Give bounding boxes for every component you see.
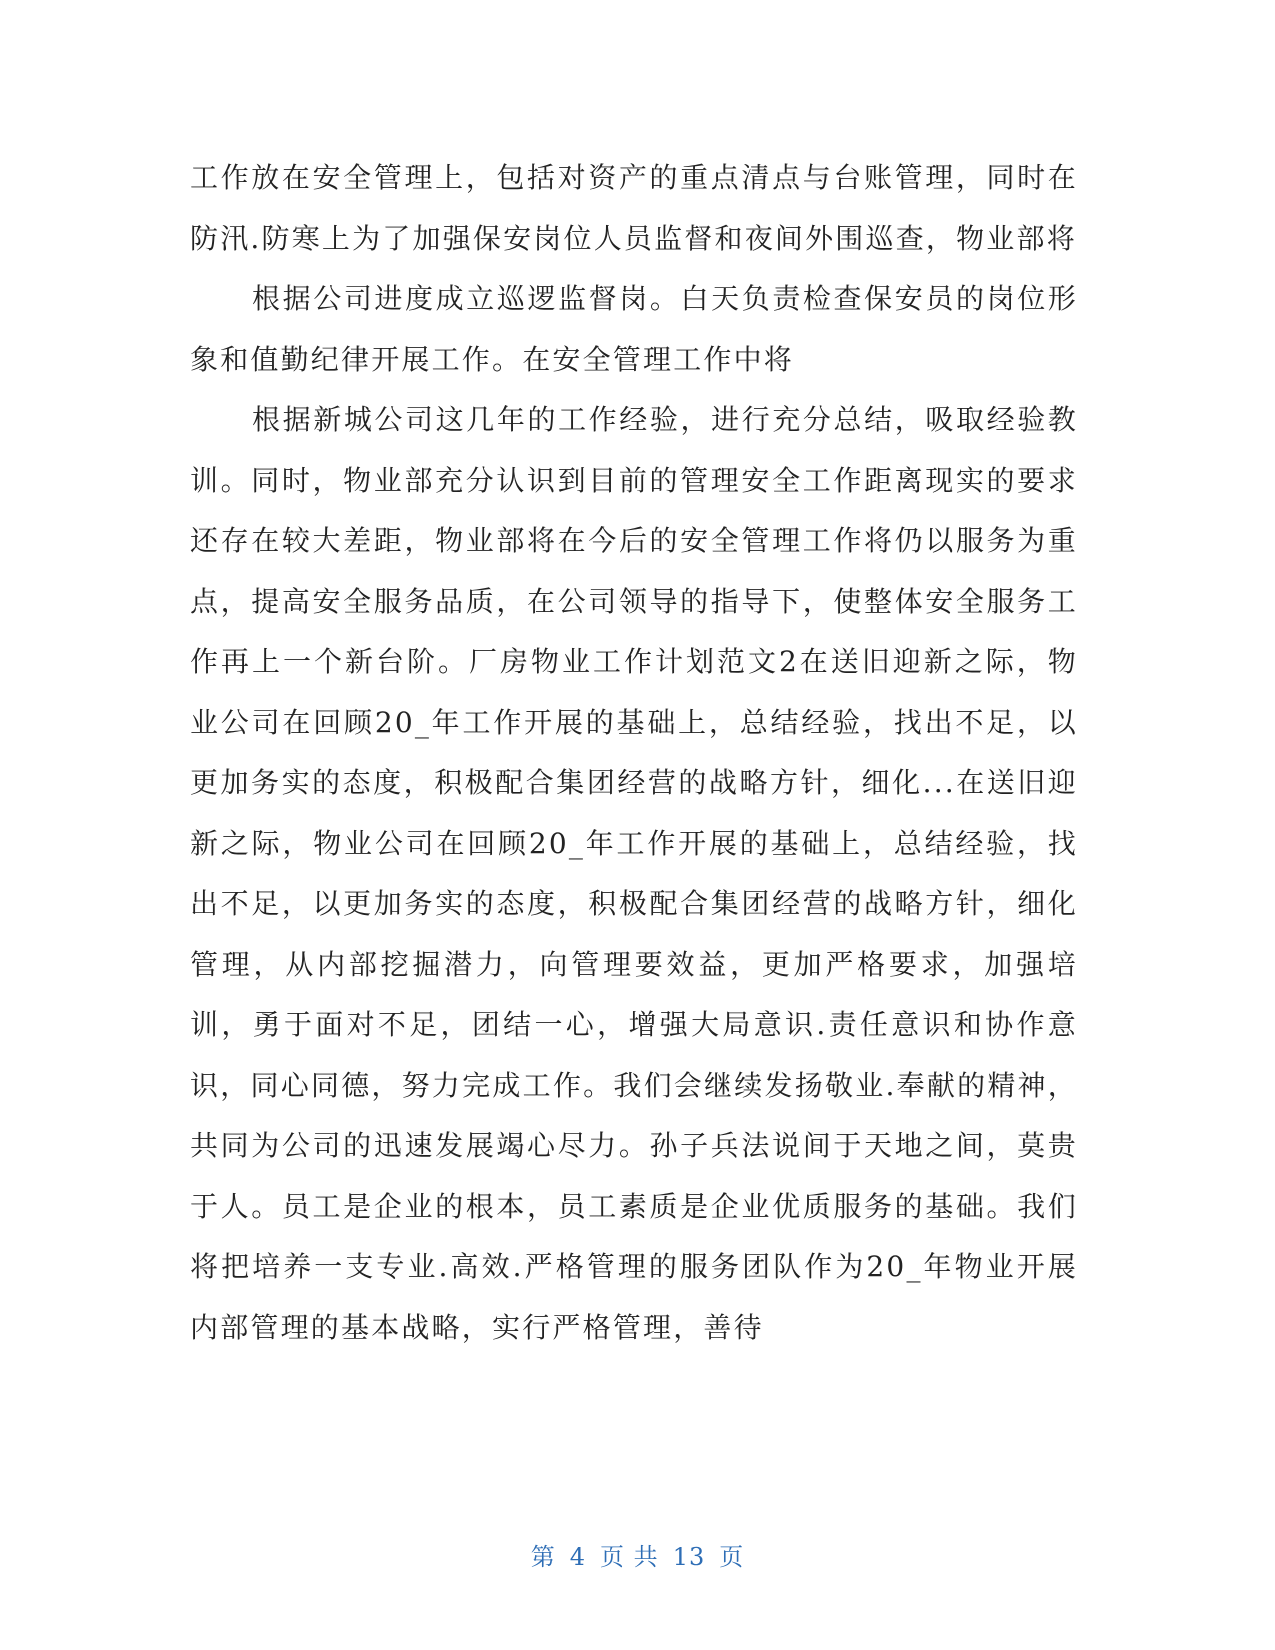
paragraph-1: 工作放在安全管理上，包括对资产的重点清点与台账管理，同时在防汛.防寒上为了加强保安岗位人员监督和夜间外围巡查，物业部将 [190,161,1078,255]
page-body [190,148,1078,1358]
paragraph-3: 根据新城公司这几年的工作经验，进行充分总结，吸取经验教训。同时，物业部充分认识到目前的管理安全工作距离现实的要求还存在较大差距，物业部将在今后的安全管理工作将仍以服务为重点，提高安全服务品质，在公司领导的指导下，使整体安全服务工作再上一个新台阶。厂房物业工作计划范文2在送旧迎新之际，物业公司在回顾20_年工作开展的基础上，总结经验，找出不足，以更加务实的态度，积极配合集团经营的战略方针，细化...在送旧迎新之际，物业公司在回顾20_年工作开展的基础上，总结经验，找出不足，以更加务实的态度，积极配合集团经营的战略方针，细化管理，从内部挖掘潜力，向管理要效益，更加严格要求，加强培训，勇于面对不足，团结一心，增强大局意识.责任意识和协作意识，同心同德，努力完成工作。我们会继续发扬敬业.奉献的精神，共同为公司的迅速发展竭心尽力。孙子兵法说间于天地之间，莫贵于人。员工是企业的根本，员工素质是企业优质服务的基础。我们将把培养一支专业.高效.严格管理的服务团队作为20_年物业开展内部管理的基本战略，实行严格管理，善待 [190,403,1078,1344]
paragraph-2: 根据公司进度成立巡逻监督岗。白天负责检查保安员的岗位形象和值勤纪律开展工作。在安全管理工作中将 [190,282,1078,376]
footer-current-page: 4 [569,1543,587,1571]
footer-suffix: 页 [719,1543,745,1571]
page-footer [0,1537,1275,1572]
footer-prefix: 第 [530,1543,556,1571]
footer-total-pages: 13 [672,1543,706,1571]
footer-middle: 页 共 [600,1543,659,1571]
